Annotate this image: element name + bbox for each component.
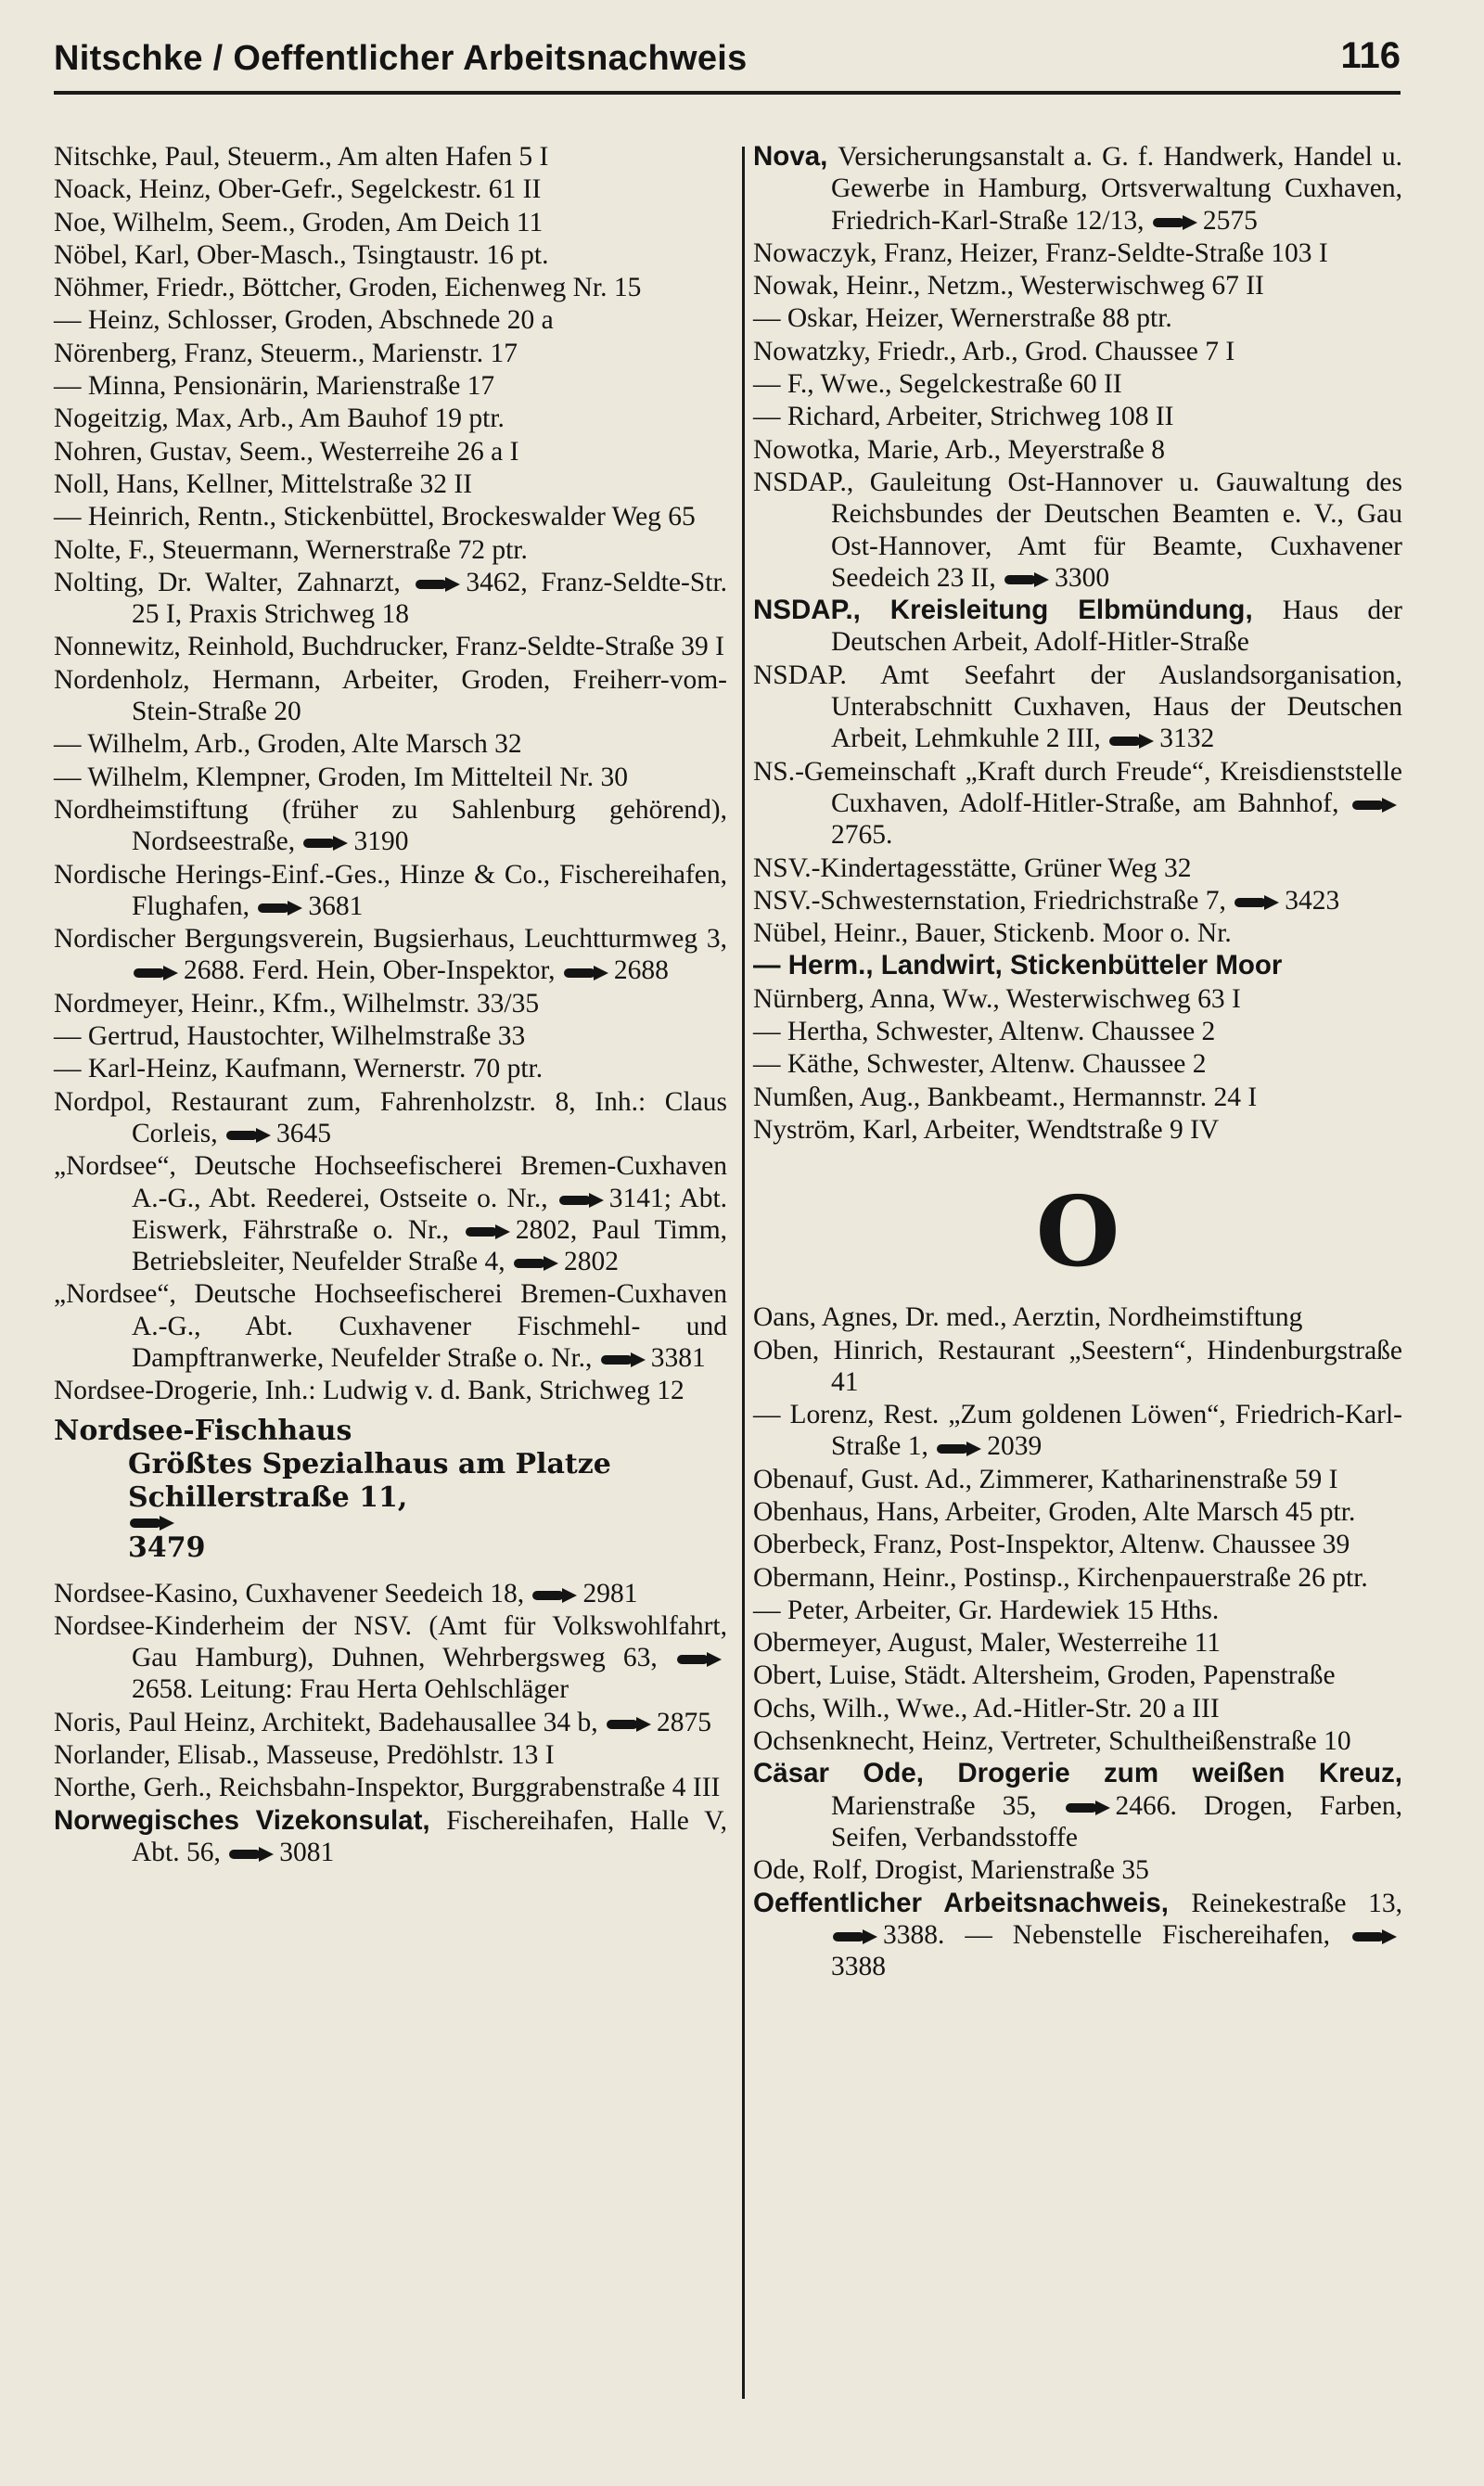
directory-entry [54, 272, 727, 303]
directory-entry [753, 1725, 1402, 1757]
entry-text: Nonnewitz, Reinhold, Buchdrucker, Franz-Seldte-Straße 39 I [54, 632, 725, 662]
entry-text: Nordsee-Kasino, Cuxhavener Seedeich 18, [54, 1578, 525, 1608]
entry-text: Nordpol, Restaurant zum, Fahrenholzstr. 8, Inh.: Claus Corleis, [54, 1086, 727, 1148]
entry-text: Nolte, F., Steuermann, Wernerstraße 72 ptr. [54, 534, 528, 565]
entry-text: — F., Wwe., Segelckestraße 60 II [753, 369, 1122, 400]
directory-entry [753, 1854, 1402, 1886]
directory-entry [753, 368, 1402, 400]
ad-line: Nordsee-Fischhaus [54, 1414, 352, 1447]
phone-number: 3190 [353, 827, 409, 857]
directory-entry [753, 885, 1402, 916]
directory-entry [54, 1150, 727, 1277]
phone-number: 2575 [1202, 205, 1258, 236]
directory-entry [753, 950, 1402, 981]
directory-entry [54, 370, 727, 402]
entry-text: Nordischer Bergungsverein, Bugsierhaus, Leuchtturmweg 3, [54, 924, 727, 955]
entry-text: — Richard, Arbeiter, Strichweg 108 II [753, 402, 1174, 432]
directory-entry [54, 1053, 727, 1084]
directory-entry [753, 141, 1402, 237]
directory-entry [753, 852, 1402, 884]
left-column [54, 141, 727, 1869]
directory-entry [54, 1707, 727, 1738]
directory-entry [753, 1016, 1402, 1047]
telephone-icon [1004, 571, 1051, 588]
directory-entry [753, 1114, 1402, 1146]
entry-text: — Minna, Pensionärin, Marienstraße 17 [54, 371, 495, 402]
entry-text: — Karl-Heinz, Kaufmann, Wernerstr. 70 ptr. [54, 1054, 544, 1084]
telephone-icon [833, 1929, 879, 1945]
entry-text: Oans, Agnes, Dr. med., Aerztin, Nordheimstiftung [753, 1302, 1303, 1333]
phone-number: 2466. [1115, 1790, 1177, 1821]
phone-number: 3479 [128, 1531, 206, 1564]
entry-text: Obenhaus, Hans, Arbeiter, Groden, Alte Marsch 45 ptr. [753, 1496, 1356, 1527]
directory-entry [54, 1739, 727, 1771]
directory-entry [753, 660, 1402, 755]
directory-entry [753, 1529, 1402, 1560]
telephone-icon [559, 1192, 606, 1209]
entry-text: — Heinz, Schlosser, Groden, Abschnede 20 a [54, 305, 554, 336]
telephone-icon [130, 1515, 176, 1531]
phone-number: 2688. [184, 955, 246, 986]
entry-text: Nohren, Gustav, Seem., Westerreihe 26 a I [54, 436, 519, 467]
entry-text: Nowaczyk, Franz, Heizer, Franz-Seldte-Straße 103 I [753, 237, 1328, 268]
entry-text: Obermann, Heinr., Postinsp., Kirchenpauerstraße 26 ptr. [753, 1562, 1368, 1593]
telephone-icon [466, 1224, 512, 1240]
phone-number: 3300 [1055, 562, 1110, 593]
entry-text: — Oskar, Heizer, Wernerstraße 88 ptr. [753, 303, 1172, 334]
telephone-icon [1235, 894, 1281, 911]
directory-entry [54, 338, 727, 369]
entry-text: Haus der Deutschen Arbeit, Adolf-Hitler-Straße [831, 596, 1403, 658]
entry-text: NSV.-Schwesternstation, Friedrichstraße 7, [753, 885, 1226, 916]
directory-entry [54, 173, 727, 205]
entry-text: NSDAP., Gauleitung Ost-Hannover u. Gauwaltung des Reichsbundes der Deutschen Beamten e. V., Gau Ost-Hannover, Amt für Beamte, Cuxhavener Seedeich 23 II, [753, 467, 1402, 593]
phone-number: 3681 [308, 891, 364, 921]
entry-text: Abt. Eiswerk, Fährstraße o. Nr., [132, 1183, 728, 1245]
telephone-icon [514, 1255, 560, 1272]
directory-entry [753, 917, 1402, 949]
phone-number: 3388. [883, 1919, 945, 1950]
telephone-icon [258, 900, 304, 916]
right-column [753, 141, 1402, 1983]
telephone-icon [1352, 1929, 1399, 1945]
entry-text: Ferd. Hein, Ober-Inspektor, [251, 955, 556, 986]
directory-entry [54, 207, 727, 238]
directory-entry [753, 595, 1402, 659]
entry-name-bold: Nova, [753, 141, 838, 172]
telephone-icon [564, 965, 610, 981]
directory-entry [753, 1496, 1402, 1528]
directory-entry [753, 756, 1402, 852]
directory-entry [54, 794, 727, 858]
directory-entry [753, 1464, 1402, 1495]
directory-entry [54, 664, 727, 728]
phone-number: 2802 [564, 1247, 620, 1277]
directory-entry [753, 1627, 1402, 1659]
entry-text: — Hertha, Schwester, Altenw. Chaussee 2 [753, 1017, 1216, 1047]
entry-text: Franz-Seldte-Str. 25 I, Praxis Strichweg 18 [132, 567, 728, 630]
entry-text: — Heinrich, Rentn., Stickenbüttel, Brockeswalder Weg 65 [54, 502, 696, 532]
entry-text: Nowatzky, Friedr., Arb., Grod. Chaussee 7 I [753, 336, 1235, 366]
telephone-icon [1153, 214, 1199, 231]
entry-text: — Käthe, Schwester, Altenw. Chaussee 2 [753, 1049, 1207, 1080]
entry-text: Nolting, Dr. Walter, Zahnarzt, [54, 567, 401, 597]
entry-text: NSV.-Kindertagesstätte, Grüner Weg 32 [753, 852, 1192, 883]
directory-entry [753, 1301, 1402, 1333]
entry-text: Ode, Rolf, Drogist, Marienstraße 35 [753, 1855, 1149, 1886]
directory-entry [54, 501, 727, 532]
directory-entry [54, 567, 727, 631]
entry-text: Nordenholz, Hermann, Arbeiter, Groden, Freiherr-vom-Stein-Straße 20 [54, 664, 727, 727]
directory-entry [54, 468, 727, 500]
entry-text: Nordsee-Drogerie, Inh.: Ludwig v. d. Bank, Strichweg 12 [54, 1376, 684, 1406]
entry-name-bold: Norwegisches Vizekonsulat, [54, 1804, 447, 1836]
directory-entry [54, 988, 727, 1019]
entry-text: Oberbeck, Franz, Post-Inspektor, Altenw. Chaussee 39 [753, 1530, 1350, 1560]
directory-entry [54, 1086, 727, 1150]
entry-text: Nöbel, Karl, Ober-Masch., Tsingtaustr. 16 pt. [54, 239, 549, 270]
entry-text: Northe, Gerh., Reichsbahn-Inspektor, Burggrabenstraße 4 III [54, 1773, 721, 1803]
ad-line: Größtes Spezialhaus am Platze [128, 1447, 611, 1480]
directory-entry [753, 302, 1402, 334]
entry-text: Nordheimstiftung (früher zu Sahlenburg gehörend), Nordseestraße, [54, 794, 727, 857]
entry-text: Noack, Heinz, Ober-Gefr., Segelckestr. 61 II [54, 174, 542, 205]
directory-entry [753, 1693, 1402, 1724]
telephone-icon [607, 1716, 653, 1733]
entry-text: Obermeyer, August, Maler, Westerreihe 11 [753, 1628, 1221, 1659]
directory-entry [54, 304, 727, 336]
entry-text: Leitung: Frau Herta Oehlschläger [199, 1674, 569, 1705]
directory-entry [753, 983, 1402, 1015]
entry-text: — Wilhelm, Arb., Groden, Alte Marsch 32 [54, 729, 522, 760]
entry-text: Norlander, Elisab., Masseuse, Predöhlstr. 13 I [54, 1740, 555, 1771]
directory-entry [753, 1562, 1402, 1594]
entry-text: NSDAP. Amt Seefahrt der Auslandsorganisation, Unterabschnitt Cuxhaven, Haus der Deutschen Arbeit, Lehmkuhle 2 III, [753, 660, 1402, 754]
telephone-icon [937, 1441, 983, 1457]
entry-text: Noll, Hans, Kellner, Mittelstraße 32 II [54, 468, 473, 499]
entry-text: Nübel, Heinr., Bauer, Stickenb. Moor o. Nr. [753, 918, 1232, 949]
entry-text: Oben, Hinrich, Restaurant „Seestern“, Hindenburgstraße 41 [753, 1335, 1402, 1397]
telephone-icon [134, 965, 180, 981]
phone-number: 2875 [656, 1707, 711, 1737]
phone-number: 2981 [582, 1578, 638, 1608]
phone-number: 2658. [132, 1674, 194, 1705]
entry-text: — Lorenz, Rest. „Zum goldenen Löwen“, Friedrich-Karl-Straße 1, [753, 1400, 1402, 1462]
entry-text: Ochsenknecht, Heinz, Vertreter, Schultheißenstraße 10 [753, 1726, 1351, 1757]
directory-entry [54, 1020, 727, 1052]
entry-text: Fischereihafen, Halle V, Abt. 56, [132, 1805, 727, 1867]
entry-text: Paul Timm, Betriebsleiter, Neufelder Straße 4, [132, 1214, 728, 1277]
entry-text: Nordsee-Kinderheim der NSV. (Amt für Volkswohlfahrt, Gau Hamburg), Duhnen, Wehrbergsweg 63, [54, 1610, 727, 1673]
entry-text: Nowak, Heinr., Netzm., Westerwischweg 67 II [753, 271, 1264, 301]
page-number: 116 [1340, 35, 1401, 76]
directory-entry [54, 1610, 727, 1706]
entry-text: Obert, Luise, Städt. Altersheim, Groden, Papenstraße [753, 1660, 1336, 1691]
phone-number: 3132 [1159, 724, 1215, 754]
entry-text: Nörenberg, Franz, Steuerm., Marienstr. 17 [54, 338, 518, 368]
phone-number: 2802, [515, 1214, 578, 1245]
telephone-icon [532, 1587, 579, 1604]
phone-number: 3462, [466, 567, 528, 597]
phone-number: 3381 [650, 1342, 706, 1373]
directory-entry [54, 534, 727, 566]
directory-entry [54, 239, 727, 271]
telephone-icon [1109, 733, 1156, 750]
entry-text: Ochs, Wilh., Wwe., Ad.-Hitler-Str. 20 a III [753, 1693, 1220, 1724]
entry-text: — Gertrud, Haustochter, Wilhelmstraße 33 [54, 1021, 526, 1052]
entry-text: Marienstraße 35, [831, 1790, 1037, 1821]
phone-number: 2039 [987, 1431, 1043, 1462]
phone-number: 3141; [608, 1183, 672, 1213]
directory-entry [753, 1048, 1402, 1080]
directory-entry [753, 1659, 1402, 1691]
entry-text: Nyström, Karl, Arbeiter, Wendtstraße 9 IV [753, 1114, 1220, 1145]
directory-entry [753, 336, 1402, 367]
directory-entry [753, 1758, 1402, 1853]
telephone-icon [303, 835, 350, 852]
entry-name-bold: — Herm., Landwirt, Stickenbütteler Moor [753, 950, 1283, 981]
ad-line [54, 1481, 727, 1565]
phone-number: 2688 [613, 955, 669, 986]
directory-entry [753, 1399, 1402, 1463]
directory-entry [753, 237, 1402, 269]
directory-entry [54, 923, 727, 987]
directory-entry [753, 270, 1402, 301]
entry-text: Noe, Wilhelm, Seem., Groden, Am Deich 11 [54, 207, 544, 237]
advertisement [54, 1415, 727, 1565]
page-header [54, 33, 1401, 95]
directory-entry [54, 436, 727, 468]
entry-text: NS.-Gemeinschaft „Kraft durch Freude“, Kreisdienststelle Cuxhaven, Adolf-Hitler-Straße, am Bahnhof, [753, 756, 1402, 818]
entry-text: Nordische Herings-Einf.-Ges., Hinze & Co., Fischereihafen, Flughafen, [54, 859, 727, 921]
column-divider [742, 147, 745, 2399]
entry-text: Nogeitzig, Max, Arb., Am Bauhof 19 ptr. [54, 404, 505, 434]
entry-text: Reinekestraße 13, [1191, 1888, 1402, 1918]
directory-entry [54, 1772, 727, 1803]
directory-entry [54, 859, 727, 923]
telephone-icon [229, 1846, 275, 1863]
entry-text: Nürnberg, Anna, Ww., Westerwischweg 63 I [753, 983, 1241, 1014]
telephone-icon [1066, 1800, 1112, 1816]
telephone-icon [416, 576, 462, 593]
directory-entry [753, 401, 1402, 432]
ad-address: Schillerstraße 11, [128, 1480, 408, 1514]
directory-entry [753, 1888, 1402, 1983]
directory-entry [54, 631, 727, 662]
directory-entry [54, 403, 727, 434]
phone-number: 3081 [279, 1837, 335, 1867]
entry-text: Drogen, Farben, Seifen, Verbandsstoffe [831, 1790, 1403, 1852]
section-letter: O [1035, 1174, 1120, 1289]
entry-name-bold: NSDAP., Kreisleitung Elbmündung, [753, 595, 1283, 626]
directory-entry [753, 1595, 1402, 1626]
entry-name-bold: Cäsar Ode, Drogerie zum weißen Kreuz, [753, 1758, 1402, 1789]
directory-entry [54, 728, 727, 760]
directory-entry [54, 1805, 727, 1869]
entry-text: Noris, Paul Heinz, Architekt, Badehausallee 34 b, [54, 1707, 598, 1737]
entry-text: Nordmeyer, Heinr., Kfm., Wilhelmstr. 33/35 [54, 988, 540, 1019]
directory-entry [753, 1335, 1402, 1399]
entry-text: — Nebenstelle Fischereihafen, [965, 1919, 1331, 1950]
entry-name-bold: Oeffentlicher Arbeitsnachweis, [753, 1887, 1192, 1918]
telephone-icon [601, 1352, 647, 1368]
entry-text: „Nordsee“, Deutsche Hochseefischerei Bremen-Cuxhaven A.-G., Abt. Cuxhavener Fischmehl- und Dampftranwerke, Neufelder Straße o. Nr., [54, 1279, 727, 1373]
entry-text: Nowotka, Marie, Arb., Meyerstraße 8 [753, 434, 1166, 465]
entry-text: Numßen, Aug., Bankbeamt., Hermannstr. 24 I [753, 1082, 1258, 1112]
entry-text: Nöhmer, Friedr., Böttcher, Groden, Eichenweg Nr. 15 [54, 273, 642, 303]
directory-entry [54, 141, 727, 173]
telephone-icon [226, 1127, 273, 1144]
directory-entry [54, 1578, 727, 1609]
telephone-icon [677, 1651, 723, 1668]
directory-entry [753, 467, 1402, 594]
directory-entry [753, 434, 1402, 466]
phone-number: 3423 [1285, 885, 1340, 916]
phone-number: 3388 [831, 1952, 886, 1982]
entry-text: Versicherungsanstalt a. G. f. Handwerk, Handel u. Gewerbe in Hamburg, Ortsverwaltung Cuxhaven, Friedrich-Karl-Straße 12/13, [831, 142, 1403, 236]
entry-text: — Wilhelm, Klempner, Groden, Im Mittelteil Nr. 30 [54, 762, 628, 792]
entry-text: Nitschke, Paul, Steuerm., Am alten Hafen 5 I [54, 142, 549, 172]
directory-entry [54, 1278, 727, 1374]
directory-entry [753, 1082, 1402, 1113]
phone-number: 3645 [275, 1118, 331, 1148]
entry-text: „Nordsee“, Deutsche Hochseefischerei Bremen-Cuxhaven A.-G., Abt. Reederei, Ostseite o. Nr., [54, 1151, 727, 1213]
directory-entry [54, 1375, 727, 1406]
entry-text: Obenauf, Gust. Ad., Zimmerer, Katharinenstraße 59 I [753, 1464, 1338, 1494]
phone-number: 2765. [831, 820, 893, 851]
running-title: Nitschke / Oeffentlicher Arbeitsnachweis [54, 39, 748, 78]
telephone-icon [1352, 797, 1399, 814]
directory-entry [54, 762, 727, 793]
entry-text: — Peter, Arbeiter, Gr. Hardewiek 15 Hths. [753, 1595, 1220, 1625]
